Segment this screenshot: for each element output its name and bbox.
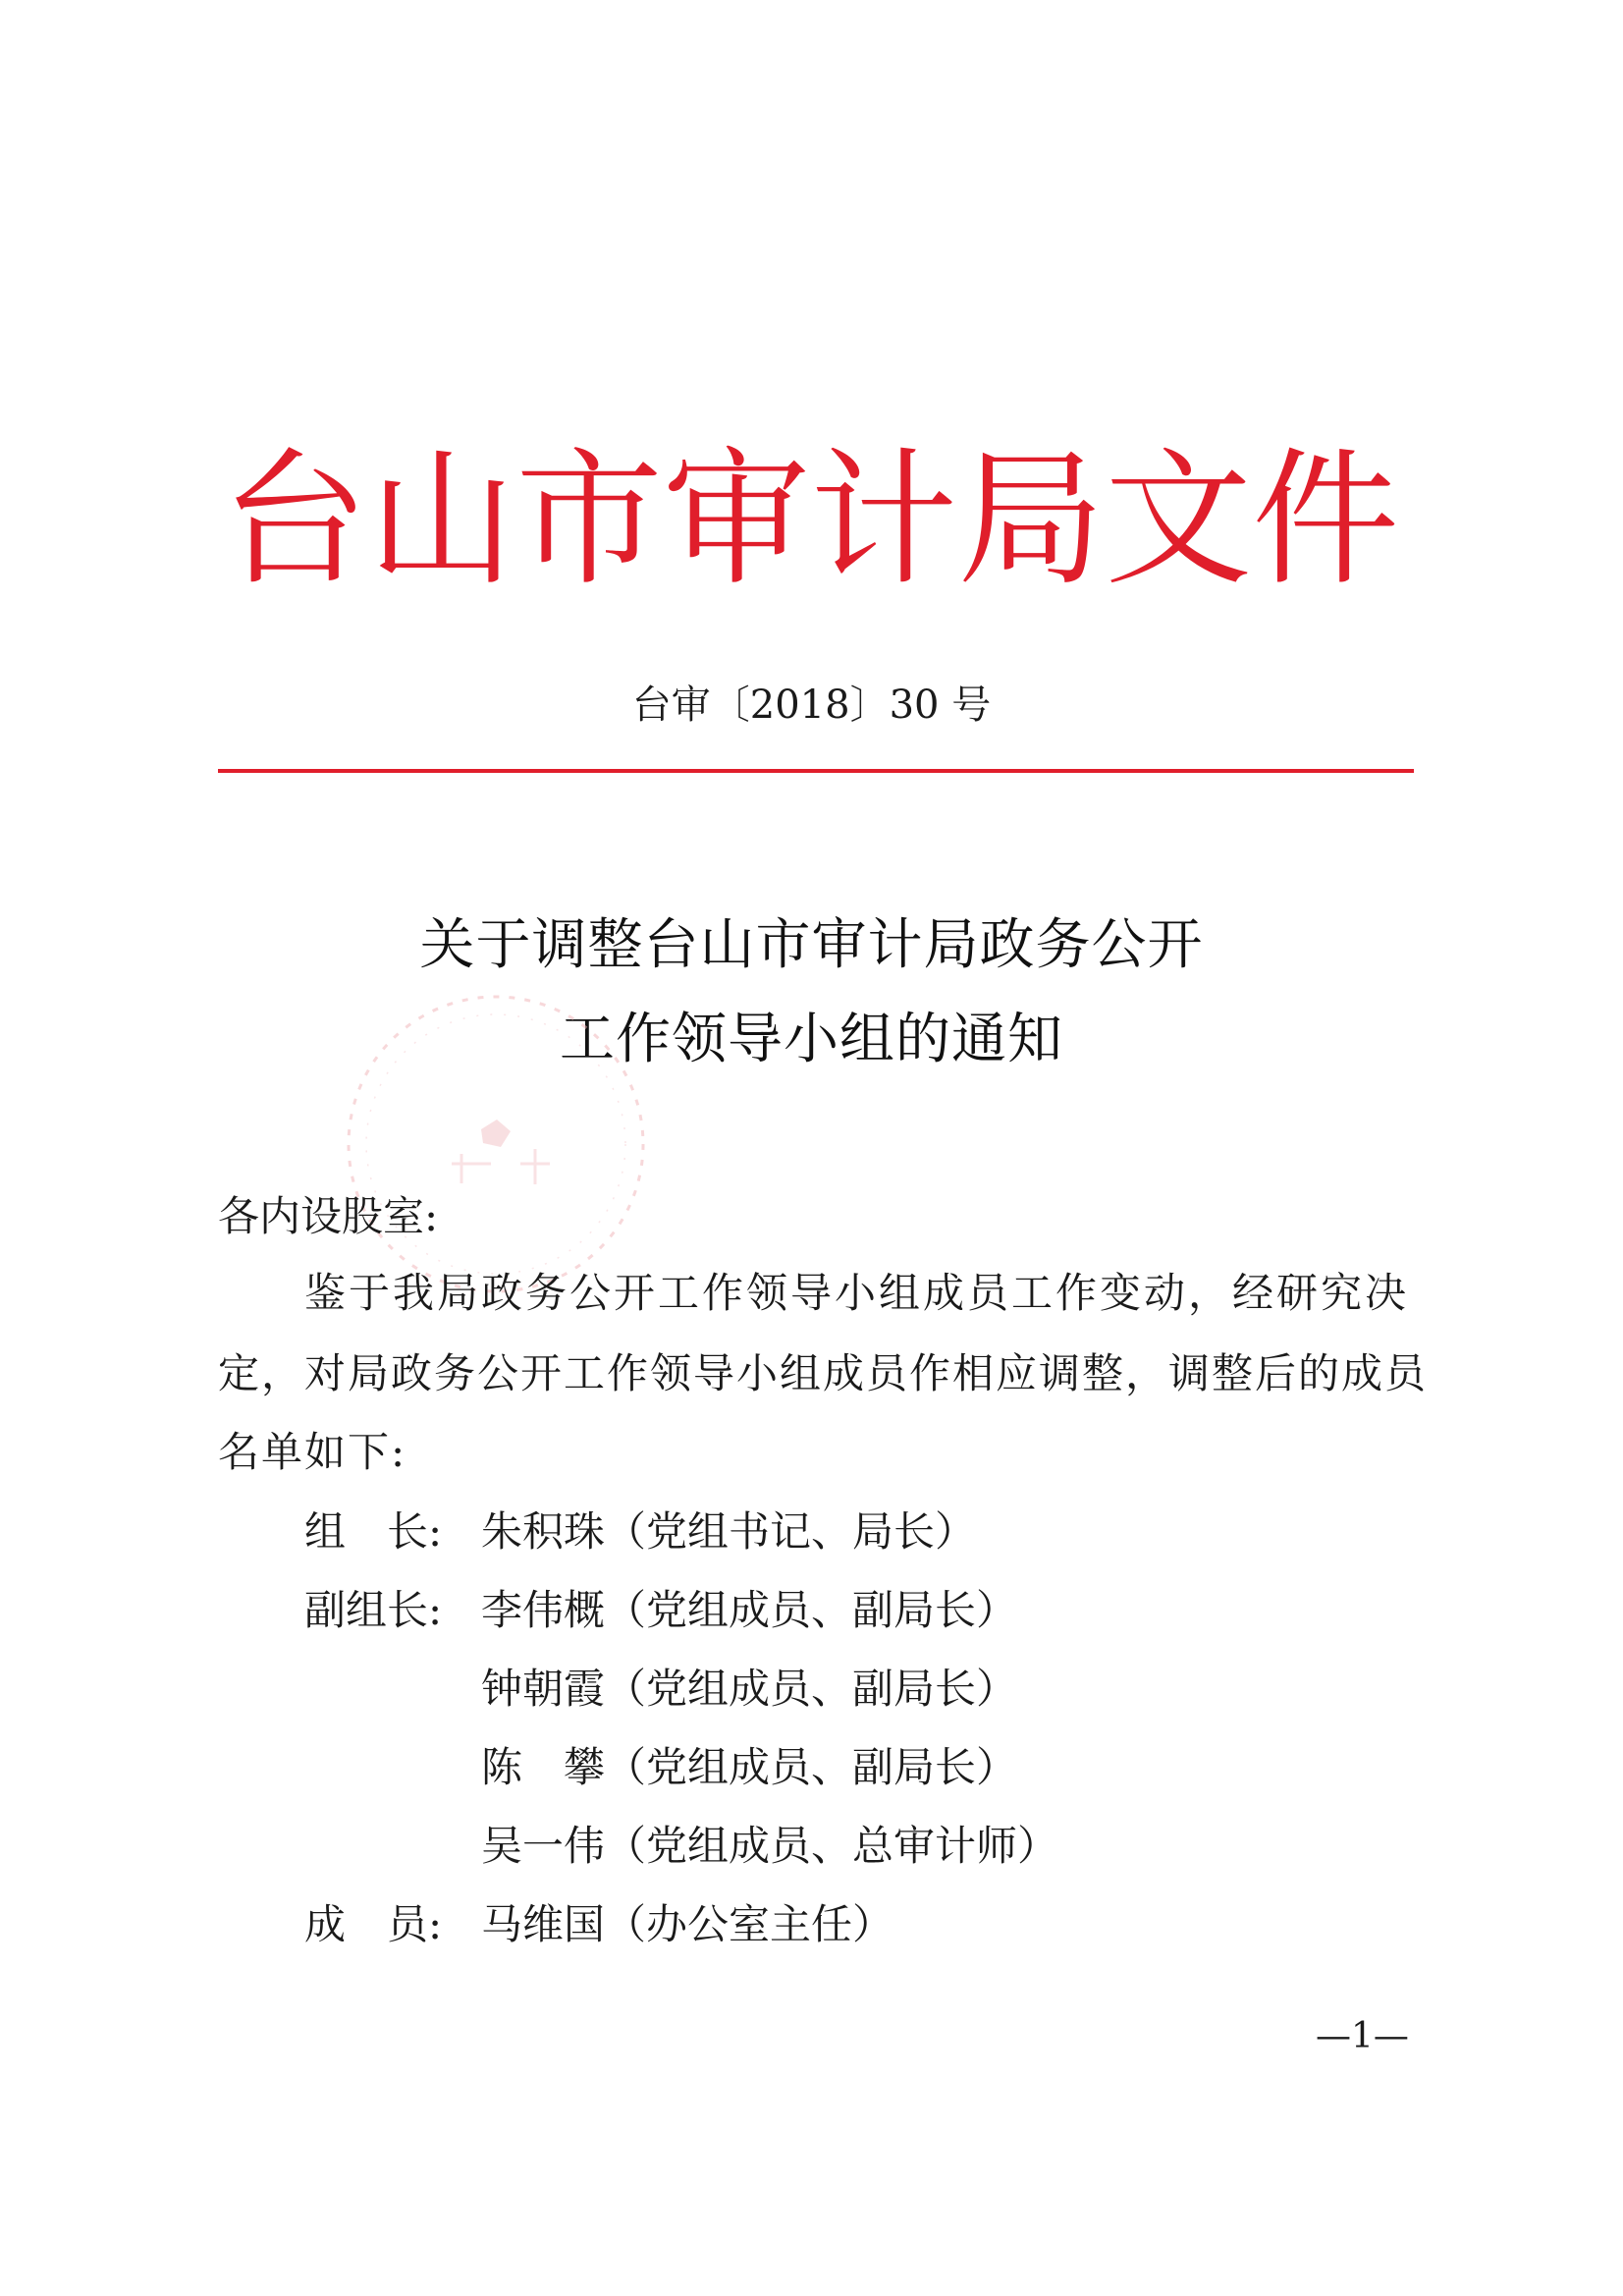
masthead-char: 局: [957, 435, 1106, 606]
member-name: 陈 攀（党组成员、副局长）: [481, 1743, 1018, 1791]
body-line-3: 名单如下:: [218, 1428, 407, 1476]
masthead-char: 计: [810, 435, 958, 606]
body-line-1: 鉴于我局政务公开工作领导小组成员工作变动，经研究决: [304, 1269, 1410, 1317]
masthead-title: [221, 417, 1399, 624]
masthead-char: 审: [663, 435, 811, 606]
masthead-char: 文: [1105, 435, 1253, 606]
masthead-char: 市: [515, 435, 664, 606]
salutation: 各内设股室:: [218, 1192, 439, 1240]
document-title-line-1: 关于调整台山市审计局政务公开: [419, 913, 1204, 977]
member-name: 马维国（办公室主任）: [481, 1900, 894, 1948]
masthead-char: 山: [368, 435, 516, 606]
member-role: 副组长:: [304, 1586, 443, 1634]
member-role: 组 长:: [304, 1507, 443, 1556]
member-name: 钟朝霞（党组成员、副局长）: [481, 1665, 1018, 1713]
masthead-char: 台: [221, 435, 369, 606]
member-name: 吴一伟（党组成员、总审计师）: [481, 1822, 1059, 1870]
masthead-char: 件: [1252, 435, 1400, 606]
body-line-2: 定，对局政务公开工作领导小组成员作相应调整，调整后的成员: [218, 1349, 1429, 1397]
member-role: 成 员:: [304, 1900, 443, 1948]
page-number: —1—: [1316, 2016, 1409, 2056]
member-name: 朱积珠（党组书记、局长）: [481, 1507, 977, 1556]
document-title-line-2: 工作领导小组的通知: [560, 1008, 1063, 1071]
member-name: 李伟概（党组成员、副局长）: [481, 1586, 1018, 1634]
red-divider-line: [218, 769, 1414, 773]
document-number: 台审〔2018〕30 号: [631, 683, 992, 728]
